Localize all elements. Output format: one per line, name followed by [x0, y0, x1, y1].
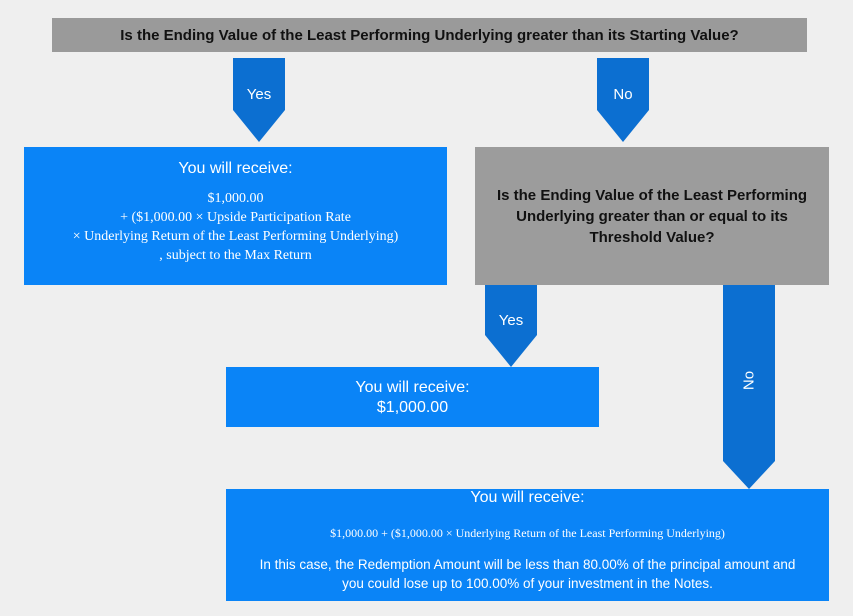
outcome-box-principal: [226, 367, 599, 427]
yes-label-1: Yes: [246, 86, 272, 103]
top-question-box: [52, 18, 807, 52]
outcome-principal-amount: $1,000.00: [376, 399, 449, 416]
outcome-upside-heading: You will receive:: [178, 160, 293, 177]
top-question-text: Is the Ending Value of the Least Performing Underlying greater than its Starting Value?: [120, 26, 739, 44]
no-label-2: No: [740, 370, 758, 391]
second-question-line2: Underlying greater than or equal to its: [516, 208, 788, 225]
yes-label-2: Yes: [498, 312, 524, 329]
outcome-principal-heading: You will receive:: [355, 379, 470, 396]
outcome-upside-line3: × Underlying Return of the Least Performing Underlying): [72, 229, 399, 244]
outcome-loss-note-line2: you could lose up to 100.00% of your investment in the Notes.: [342, 576, 713, 591]
no-label-1: No: [613, 86, 633, 103]
second-question-line1: Is the Ending Value of the Least Performing: [496, 187, 808, 204]
outcome-loss-heading: You will receive:: [470, 489, 585, 506]
outcome-upside-line4: , subject to the Max Return: [159, 248, 312, 263]
outcome-loss-formula: $1,000.00 + ($1,000.00 × Underlying Return of the Least Performing Underlying): [330, 526, 725, 540]
outcome-upside-line2: + ($1,000.00 × Upside Participation Rate: [120, 210, 351, 225]
second-question-box: [475, 147, 829, 285]
outcome-box-loss: [226, 489, 829, 601]
outcome-upside-line1: $1,000.00: [207, 191, 264, 206]
second-question-line3: Threshold Value?: [589, 229, 715, 246]
outcome-box-upside: [24, 147, 447, 285]
outcome-loss-note-line1: In this case, the Redemption Amount will be less than 80.00% of the principal amount and: [259, 557, 796, 572]
